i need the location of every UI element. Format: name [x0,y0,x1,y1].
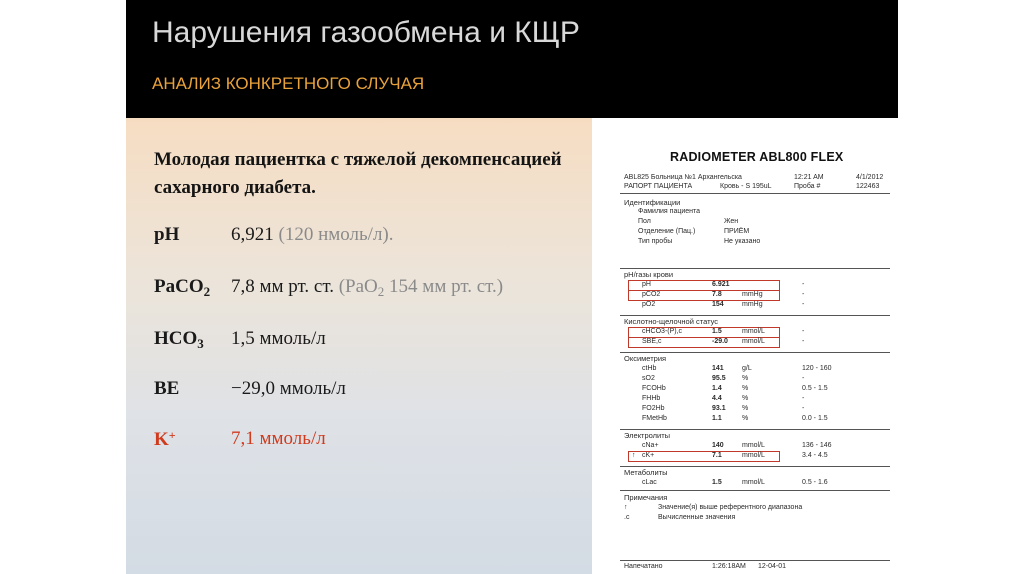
param-range: - [802,328,805,335]
param-range: - [802,291,805,298]
be-label: BE [154,378,180,399]
param-name: cHCO3-(P),c [642,328,683,335]
param-name: cLac [642,479,657,486]
param-range: - [802,301,805,308]
param-value: 1.1 [712,415,722,422]
param-range: 136 - 146 [802,442,832,449]
ident-key: Фамилия пациента [638,208,701,215]
ident-key: Отделение (Пац.) [638,228,696,235]
param-unit: g/L [742,365,752,372]
param-name: FMetHb [642,415,667,422]
paco2-label-sub: 2 [203,284,211,299]
param-range: 0.5 - 1.6 [802,479,828,486]
report-hospital: ABL825 Больница №1 Архангельска [624,174,742,181]
slide-title: Нарушения газообмена и КЩР [152,16,580,49]
param-range: 0.0 - 1.5 [802,415,828,422]
k-label-sup: + [168,428,176,442]
param-range: - [802,395,805,402]
report-sample-label: Проба # [794,183,821,190]
param-unit: mmHg [742,291,763,298]
param-value: 7.1 [712,452,722,459]
paco2-label [154,276,210,300]
param-value: 1.4 [712,385,722,392]
case-description: Молодая пациентка с тяжелой декомпенсацией сахарного диабета. [154,149,562,198]
report-sample-number: 122463 [856,183,880,190]
param-value: 6.921 [712,281,730,288]
report-type: РАПОРТ ПАЦИЕНТА [624,183,693,190]
report-sample-type: Кровь - S 195uL [720,183,772,190]
hco3-label-sub: 3 [197,336,204,351]
param-value: 1.5 [712,479,722,486]
param-name: FHHb [642,395,661,402]
hco3-label [154,328,204,352]
param-unit: % [742,415,749,422]
param-value: 154 [712,301,724,308]
param-name: sO2 [642,375,655,382]
ident-title: Идентификации [624,198,681,207]
report-time: 12:21 AM [794,174,824,181]
ident-value: ПРИЁМ [724,228,750,235]
param-range: - [802,338,805,345]
slide [126,0,898,574]
param-name: cK+ [642,452,655,459]
param-value: 95.5 [712,375,726,382]
section-divider [620,268,890,269]
param-unit: mmol/L [742,328,765,335]
param-unit: mmol/L [742,442,765,449]
printed-time: 1:26:18AM [712,563,746,570]
note2-symbol: .c [624,514,630,521]
param-name: ctHb [642,365,657,372]
printed-label: Напечатано [624,563,663,570]
ph-label: pH [154,224,180,245]
param-range: 120 - 160 [802,365,832,372]
param-name: SBE,c [642,338,662,345]
param-value: 141 [712,365,724,372]
param-name: FCOHb [642,385,666,392]
section-title: Электролиты [624,431,671,440]
param-unit: % [742,375,749,382]
section-title: Метаболиты [624,468,668,477]
pao2-note-pre: (PaO [338,276,378,297]
report-divider [620,193,890,194]
note2-text: Вычисленные значения [658,514,736,521]
section-divider [620,429,890,430]
ph-note: (120 нмоль/л). [278,224,394,245]
param-name: FO2Hb [642,405,665,412]
ph-value-line [231,224,394,246]
note1-symbol: ↑ [624,504,628,511]
analyzer-printout [592,118,898,574]
param-value: 1.5 [712,328,722,335]
paco2-label-text: PaCO [154,276,204,297]
k-label [154,428,176,451]
param-unit: mmHg [742,301,763,308]
param-name: cNa+ [642,442,659,449]
section-divider [620,352,890,353]
section-title: Кислотно-щелочной статус [624,317,719,326]
ident-value: Жен [724,218,739,225]
param-unit: mmol/L [742,338,765,345]
report-title: RADIOMETER ABL800 FLEX [670,150,844,164]
param-range: - [802,375,805,382]
hco3-value: 1,5 ммоль/л [231,328,326,349]
param-range: 0.5 - 1.5 [802,385,828,392]
section-divider [620,315,890,316]
param-unit: % [742,405,749,412]
hco3-label-text: HCO [154,328,198,349]
ident-value: Не указано [724,238,761,245]
ident-key: Тип пробы [638,238,673,245]
case-panel [126,118,592,574]
ph-value: 6,921 [231,224,274,245]
section-title: Оксиметрия [624,354,667,363]
pao2-note-sub: 2 [377,284,385,299]
param-range: - [802,405,805,412]
slide-subtitle: АНАЛИЗ КОНКРЕТНОГО СЛУЧАЯ [152,74,425,93]
k-value: 7,1 ммоль/л [231,428,326,449]
notes-title: Примечания [624,493,668,502]
param-unit: % [742,385,749,392]
pao2-note [339,276,503,297]
report-date: 4/1/2012 [856,174,884,181]
notes-divider [620,490,890,491]
footer-divider [620,560,890,561]
paco2-value: 7,8 мм рт. ст. [231,276,334,297]
printed-date: 12-04-01 [758,563,787,570]
param-unit: mmol/L [742,479,765,486]
param-name: pCO2 [642,291,661,298]
param-value: 140 [712,442,724,449]
param-value: 4.4 [712,395,722,402]
param-name: pH [642,281,651,288]
param-range: 3.4 - 4.5 [802,452,828,459]
pao2-note-post: 154 мм рт. ст.) [384,276,504,297]
param-value: 93.1 [712,405,726,412]
be-value: −29,0 ммоль/л [231,378,346,399]
param-range: - [802,281,805,288]
param-unit: mmol/L [742,452,765,459]
param-name: pO2 [642,301,656,308]
ident-key: Пол [638,218,651,225]
high-flag-icon: ↑ [632,452,636,459]
k-label-text: K [154,429,169,450]
section-title: pH/газы крови [624,270,674,279]
note1-text: Значение(я) выше референтного диапазона [658,504,803,511]
slide-header [126,0,898,118]
analyzer-report [612,136,896,568]
param-value: -29.0 [712,338,728,345]
section-divider [620,466,890,467]
param-value: 7.8 [712,291,722,298]
param-unit: % [742,395,749,402]
paco2-value-line [231,276,503,300]
